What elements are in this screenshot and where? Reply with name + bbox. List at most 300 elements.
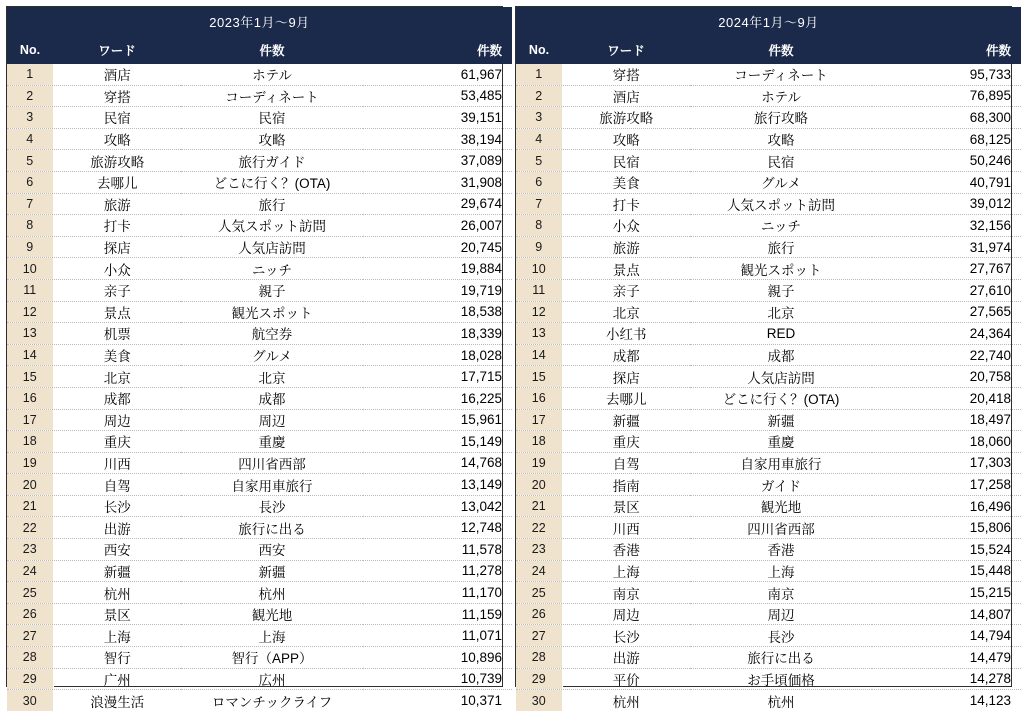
- cell-no: 5: [516, 150, 562, 172]
- cell-word: 美食: [53, 344, 181, 366]
- cell-no: 25: [516, 582, 562, 604]
- table-row: [516, 193, 1021, 215]
- cell-count: 20,745: [363, 236, 512, 258]
- cell-translation: 成都: [181, 387, 363, 409]
- cell-no: 14: [516, 344, 562, 366]
- cell-no: 16: [516, 387, 562, 409]
- cell-translation: 攻略: [181, 128, 363, 150]
- cell-no: 12: [7, 301, 53, 323]
- cell-word: 北京: [53, 366, 181, 388]
- cell-count: 11,071: [363, 625, 512, 647]
- table-row: [7, 344, 512, 366]
- cell-no: 25: [7, 582, 53, 604]
- cell-no: 27: [516, 625, 562, 647]
- table-row: [7, 603, 512, 625]
- cell-word: 周边: [53, 409, 181, 431]
- cell-count: 14,768: [363, 452, 512, 474]
- cell-no: 2: [7, 85, 53, 107]
- cell-translation: どこに行く？(OTA): [181, 171, 363, 193]
- cell-word: 新疆: [53, 560, 181, 582]
- cell-word: 打卡: [53, 215, 181, 237]
- table-row: [7, 495, 512, 517]
- cell-count: 17,303: [872, 452, 1021, 474]
- cell-count: 61,967: [363, 64, 512, 85]
- table-row: [516, 150, 1021, 172]
- cell-translation: 観光地: [690, 495, 872, 517]
- table-row: [516, 409, 1021, 431]
- cell-count: 27,610: [872, 279, 1021, 301]
- cell-word: 周边: [562, 603, 690, 625]
- cell-no: 20: [7, 474, 53, 496]
- cell-count: 11,159: [363, 603, 512, 625]
- table-row: [516, 517, 1021, 539]
- cell-no: 1: [516, 64, 562, 85]
- table-row: [7, 215, 512, 237]
- cell-translation: 旅行ガイド: [181, 150, 363, 172]
- table-row: [516, 387, 1021, 409]
- table-row: [7, 193, 512, 215]
- cell-word: 川西: [53, 452, 181, 474]
- cell-word: 旅游攻略: [53, 150, 181, 172]
- header-row: [516, 37, 1021, 64]
- cell-count: 15,149: [363, 431, 512, 453]
- cell-count: 11,278: [363, 560, 512, 582]
- table-row: [7, 323, 512, 345]
- cell-word: 川西: [562, 517, 690, 539]
- cell-count: 15,961: [363, 409, 512, 431]
- cell-count: 39,012: [872, 193, 1021, 215]
- cell-translation: コーディネート: [181, 85, 363, 107]
- cell-count: 14,123: [969, 693, 1011, 709]
- table-row: [7, 625, 512, 647]
- cell-word: 成都: [562, 344, 690, 366]
- cell-no: 21: [516, 495, 562, 517]
- cell-translation: 旅行: [690, 236, 872, 258]
- table-row: [516, 107, 1021, 129]
- header-word: ワード: [562, 37, 690, 64]
- cell-no: 23: [516, 539, 562, 561]
- cell-count: 19,719: [363, 279, 512, 301]
- table-row: [516, 625, 1021, 647]
- cell-translation: 人気スポット訪問: [690, 193, 872, 215]
- table-row: [516, 344, 1021, 366]
- cell-no: 22: [516, 517, 562, 539]
- table-row: [7, 474, 512, 496]
- table-row: [516, 215, 1021, 237]
- cell-translation: ロマンチックライフ: [211, 694, 333, 710]
- cell-no: 16: [7, 387, 53, 409]
- cell-no: 18: [7, 431, 53, 453]
- table-body-2024: [516, 64, 1021, 711]
- cell-no: 29: [7, 668, 53, 690]
- cell-no: 30: [7, 690, 53, 711]
- cell-translation: 親子: [181, 279, 363, 301]
- cell-no: 28: [516, 647, 562, 669]
- cell-word: 旅游攻略: [562, 107, 690, 129]
- cell-word: 去哪儿: [53, 171, 181, 193]
- table-row: [516, 258, 1021, 280]
- table-header-2023: [7, 37, 512, 64]
- cell-translation: RED: [690, 323, 872, 345]
- cell-count: 18,497: [872, 409, 1021, 431]
- table-row: [516, 560, 1021, 582]
- cell-word: 穿搭: [53, 85, 181, 107]
- cell-no: 12: [516, 301, 562, 323]
- table-row: [7, 452, 512, 474]
- cell-no: 24: [7, 560, 53, 582]
- cell-word: 景点: [562, 258, 690, 280]
- table-title-2023: 2023年1月～9月: [7, 7, 512, 37]
- cell-translation: 旅行に出る: [690, 647, 872, 669]
- cell-count: 95,733: [872, 64, 1021, 85]
- table-row: [516, 236, 1021, 258]
- keyword-table-2024: [516, 7, 1021, 711]
- table-row: [7, 690, 512, 711]
- cell-word: 上海: [562, 560, 690, 582]
- cell-no: 15: [516, 366, 562, 388]
- cell-no: 24: [516, 560, 562, 582]
- cell-translation: 観光スポット: [181, 301, 363, 323]
- cell-count: 10,371: [460, 693, 502, 709]
- table-row: [7, 236, 512, 258]
- cell-count: 14,278: [872, 668, 1021, 690]
- cell-count: 68,300: [872, 107, 1021, 129]
- cell-translation: ニッチ: [690, 215, 872, 237]
- cell-translation: 北京: [690, 301, 872, 323]
- cell-count: 10,896: [363, 647, 512, 669]
- table-row: [7, 150, 512, 172]
- cell-translation: 上海: [690, 560, 872, 582]
- table-row: [516, 474, 1021, 496]
- cell-count: 18,028: [363, 344, 512, 366]
- cell-count: 15,215: [872, 582, 1021, 604]
- cell-count: 27,565: [872, 301, 1021, 323]
- header-count: 件数: [363, 37, 512, 64]
- cell-no: 8: [7, 215, 53, 237]
- cell-word: 景区: [562, 495, 690, 517]
- cell-no: 17: [516, 409, 562, 431]
- cell-count: 27,767: [872, 258, 1021, 280]
- header-no: No.: [7, 37, 53, 64]
- cell-no: 29: [516, 668, 562, 690]
- cell-translation: 周辺: [690, 603, 872, 625]
- cell-word: 平价: [562, 668, 690, 690]
- cell-word: 自驾: [53, 474, 181, 496]
- cell-translation: 四川省西部: [181, 452, 363, 474]
- cell-count: 11,170: [363, 582, 512, 604]
- cell-translation: 攻略: [690, 128, 872, 150]
- table-row: [516, 690, 1021, 711]
- cell-no: 21: [7, 495, 53, 517]
- cell-count: 32,156: [872, 215, 1021, 237]
- cell-word: 穿搭: [562, 64, 690, 85]
- cell-word: 探店: [562, 366, 690, 388]
- cell-no: 14: [7, 344, 53, 366]
- header-count: 件数: [872, 37, 1021, 64]
- table-row: [516, 647, 1021, 669]
- cell-word: 成都: [53, 387, 181, 409]
- cell-count: 20,758: [872, 366, 1021, 388]
- table-row: [516, 539, 1021, 561]
- cell-count: 19,884: [363, 258, 512, 280]
- cell-word: 西安: [53, 539, 181, 561]
- cell-word: 智行: [53, 647, 181, 669]
- cell-count: 13,149: [363, 474, 512, 496]
- cell-word: 北京: [562, 301, 690, 323]
- cell-count: 29,674: [363, 193, 512, 215]
- table-row: [516, 323, 1021, 345]
- table-row: [7, 85, 512, 107]
- cell-translation: 航空券: [181, 323, 363, 345]
- cell-translation: 杭州: [181, 582, 363, 604]
- table-row: [7, 387, 512, 409]
- cell-translation: 旅行: [181, 193, 363, 215]
- cell-count: 10,739: [363, 668, 512, 690]
- header-translation: 件数: [181, 37, 363, 64]
- cell-word: 民宿: [562, 150, 690, 172]
- cell-translation: 人気スポット訪問: [181, 215, 363, 237]
- table-row: [7, 107, 512, 129]
- cell-translation: 北京: [181, 366, 363, 388]
- cell-no: 27: [7, 625, 53, 647]
- cell-translation: 旅行攻略: [690, 107, 872, 129]
- table-row: [7, 582, 512, 604]
- cell-count: 31,974: [872, 236, 1021, 258]
- cell-word: 景点: [53, 301, 181, 323]
- cell-word: 浪漫生活: [90, 694, 145, 710]
- cell-count: 24,364: [872, 323, 1021, 345]
- cell-translation: 上海: [181, 625, 363, 647]
- cell-no: 19: [7, 452, 53, 474]
- cell-count: 22,740: [872, 344, 1021, 366]
- cell-count: 16,496: [872, 495, 1021, 517]
- cell-word: 酒店: [562, 85, 690, 107]
- cell-translation: 杭州: [767, 694, 795, 710]
- table-row: [7, 668, 512, 690]
- cell-word: 酒店: [53, 64, 181, 85]
- cell-no: 15: [7, 366, 53, 388]
- table-row: [516, 171, 1021, 193]
- table-row: [7, 539, 512, 561]
- table-row: [516, 452, 1021, 474]
- cell-word: 新疆: [562, 409, 690, 431]
- cell-word: 民宿: [53, 107, 181, 129]
- cell-translation: 広州: [181, 668, 363, 690]
- cell-translation: 民宿: [690, 150, 872, 172]
- cell-count: 15,524: [872, 539, 1021, 561]
- cell-translation: 四川省西部: [690, 517, 872, 539]
- cell-word: 重庆: [562, 431, 690, 453]
- cell-translation: コーディネート: [690, 64, 872, 85]
- cell-no: 28: [7, 647, 53, 669]
- cell-word: 机票: [53, 323, 181, 345]
- cell-count: 15,448: [872, 560, 1021, 582]
- cell-word: 杭州: [612, 694, 640, 710]
- table-body-2023: [7, 64, 512, 711]
- table-title-2024: 2024年1月～9月: [516, 7, 1021, 37]
- cell-translation: 自家用車旅行: [690, 452, 872, 474]
- header-no: No.: [516, 37, 562, 64]
- table-row: [516, 301, 1021, 323]
- cell-translation: 周辺: [181, 409, 363, 431]
- cell-count: 40,791: [872, 171, 1021, 193]
- cell-no: 9: [516, 236, 562, 258]
- table-row: [7, 128, 512, 150]
- cell-count: 11,578: [363, 539, 512, 561]
- cell-no: 7: [516, 193, 562, 215]
- cell-translation: お手頃価格: [690, 668, 872, 690]
- cell-count: 53,485: [363, 85, 512, 107]
- cell-word: 旅游: [562, 236, 690, 258]
- cell-word: 去哪儿: [562, 387, 690, 409]
- cell-no: 11: [516, 279, 562, 301]
- table-row: [7, 366, 512, 388]
- keyword-table-2023: [7, 7, 512, 711]
- table-row: [516, 64, 1021, 85]
- cell-word: 香港: [562, 539, 690, 561]
- cell-translation: 人気店訪問: [181, 236, 363, 258]
- cell-word: 重庆: [53, 431, 181, 453]
- cell-no: 11: [7, 279, 53, 301]
- table-row: [516, 128, 1021, 150]
- cell-word: 亲子: [53, 279, 181, 301]
- cell-translation: ニッチ: [181, 258, 363, 280]
- cell-word: 自驾: [562, 452, 690, 474]
- table-row: [7, 258, 512, 280]
- cell-translation: 成都: [690, 344, 872, 366]
- cell-word: 景区: [53, 603, 181, 625]
- cell-translation: 長沙: [181, 495, 363, 517]
- cell-count: 20,418: [872, 387, 1021, 409]
- cell-count: 14,794: [872, 625, 1021, 647]
- header-row: [7, 37, 512, 64]
- table-row: [516, 582, 1021, 604]
- cell-no: 13: [7, 323, 53, 345]
- cell-word: 旅游: [53, 193, 181, 215]
- cell-translation: 民宿: [181, 107, 363, 129]
- table-row: [7, 279, 512, 301]
- cell-translation: 観光地: [181, 603, 363, 625]
- cell-no: 4: [516, 128, 562, 150]
- cell-count: 76,895: [872, 85, 1021, 107]
- cell-no: 22: [7, 517, 53, 539]
- cell-translation: グルメ: [181, 344, 363, 366]
- cell-translation: 自家用車旅行: [181, 474, 363, 496]
- cell-translation: 長沙: [690, 625, 872, 647]
- cell-count: 17,715: [363, 366, 512, 388]
- cell-translation: 重慶: [690, 431, 872, 453]
- cell-no: 1: [7, 64, 53, 85]
- cell-count: 31,908: [363, 171, 512, 193]
- cell-no: 17: [7, 409, 53, 431]
- cell-word: 打卡: [562, 193, 690, 215]
- cell-no: 18: [516, 431, 562, 453]
- cell-count: 26,007: [363, 215, 512, 237]
- cell-translation: 西安: [181, 539, 363, 561]
- cell-word: 攻略: [562, 128, 690, 150]
- cell-word: 广州: [53, 668, 181, 690]
- table-row: [516, 85, 1021, 107]
- cell-word: 探店: [53, 236, 181, 258]
- cell-no: 8: [516, 215, 562, 237]
- cell-translation: ガイド: [690, 474, 872, 496]
- cell-count: 38,194: [363, 128, 512, 150]
- cell-word: 攻略: [53, 128, 181, 150]
- cell-translation: ホテル: [181, 64, 363, 85]
- cell-word: 小众: [53, 258, 181, 280]
- cell-count: 14,807: [872, 603, 1021, 625]
- cell-count: 17,258: [872, 474, 1021, 496]
- cell-translation: ホテル: [690, 85, 872, 107]
- cell-translation: グルメ: [690, 171, 872, 193]
- table-2024-wrapper: [515, 6, 1012, 710]
- cell-count: 50,246: [872, 150, 1021, 172]
- cell-count: 68,125: [872, 128, 1021, 150]
- table-row: [516, 279, 1021, 301]
- cell-no: 3: [7, 107, 53, 129]
- cell-word: 美食: [562, 171, 690, 193]
- cell-no: 26: [7, 603, 53, 625]
- cell-no: 7: [7, 193, 53, 215]
- cell-translation: 人気店訪問: [690, 366, 872, 388]
- cell-count: 13,042: [363, 495, 512, 517]
- cell-word: 长沙: [562, 625, 690, 647]
- cell-no: 6: [7, 171, 53, 193]
- cell-no: 3: [516, 107, 562, 129]
- cell-word: 出游: [53, 517, 181, 539]
- cell-no: 4: [7, 128, 53, 150]
- table-row: [7, 647, 512, 669]
- cell-no: 20: [516, 474, 562, 496]
- cell-count: 15,806: [872, 517, 1021, 539]
- cell-word: 小众: [562, 215, 690, 237]
- cell-no: 5: [7, 150, 53, 172]
- header-translation: 件数: [690, 37, 872, 64]
- cell-count: 18,339: [363, 323, 512, 345]
- cell-no: 10: [7, 258, 53, 280]
- cell-no: 6: [516, 171, 562, 193]
- cell-word: 上海: [53, 625, 181, 647]
- table-row: [516, 366, 1021, 388]
- cell-translation: 香港: [690, 539, 872, 561]
- cell-no: 10: [516, 258, 562, 280]
- cell-translation: 新疆: [690, 409, 872, 431]
- cell-word: 出游: [562, 647, 690, 669]
- table-header-2024: [516, 37, 1021, 64]
- cell-no: 19: [516, 452, 562, 474]
- cell-count: 12,748: [363, 517, 512, 539]
- cell-translation: 観光スポット: [690, 258, 872, 280]
- cell-word: 指南: [562, 474, 690, 496]
- cell-translation: 新疆: [181, 560, 363, 582]
- cell-no: 30: [516, 690, 562, 711]
- cell-count: 18,060: [872, 431, 1021, 453]
- table-row: [516, 668, 1021, 690]
- table-row: [7, 517, 512, 539]
- table-row: [516, 495, 1021, 517]
- cell-word: 杭州: [53, 582, 181, 604]
- cell-no: 26: [516, 603, 562, 625]
- header-word: ワード: [53, 37, 181, 64]
- cell-no: 13: [516, 323, 562, 345]
- cell-translation: どこに行く？(OTA): [690, 387, 872, 409]
- cell-translation: 重慶: [181, 431, 363, 453]
- table-row: [7, 560, 512, 582]
- cell-no: 9: [7, 236, 53, 258]
- cell-count: 14,479: [872, 647, 1021, 669]
- table-row: [7, 431, 512, 453]
- table-row: [7, 64, 512, 85]
